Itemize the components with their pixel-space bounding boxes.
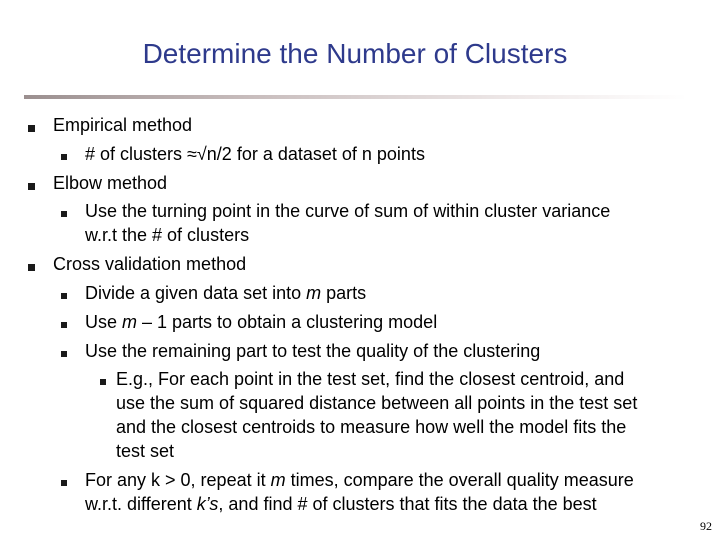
- item-cv-test: Use the remaining part to test the quality of the clustering: [85, 341, 541, 361]
- title-divider: [24, 95, 687, 99]
- text-italic: m: [306, 283, 322, 303]
- bullet-icon: [100, 379, 106, 385]
- item-cv-train: [85, 310, 437, 334]
- bullet-icon: [61, 211, 67, 217]
- item-elbow-detail-line1: Use the turning point in the curve of sum of within cluster variance: [85, 201, 611, 221]
- item-cv-repeat-line1: [85, 468, 634, 492]
- text-italic: m: [122, 312, 138, 332]
- bullet-icon: [28, 264, 35, 271]
- bullet-icon: [28, 183, 35, 190]
- bullet-icon: [61, 293, 67, 299]
- bullet-icon: [61, 351, 67, 357]
- text: times, compare the overall quality measure: [285, 470, 634, 490]
- item-cv-repeat-line2: [85, 492, 597, 516]
- bullet-icon: [61, 154, 67, 160]
- text: , and find # of clusters that fits the data the best: [218, 494, 597, 514]
- item-elbow: Elbow method: [53, 173, 168, 193]
- text: Divide a given data set into: [85, 283, 307, 303]
- item-empirical: Empirical method: [53, 115, 193, 135]
- text: – 1 parts to obtain a clustering model: [137, 312, 438, 332]
- text: parts: [321, 283, 367, 303]
- text: w.r.t. different: [85, 494, 197, 514]
- item-cv-test-detail-line1: E.g., For each point in the test set, find the closest centroid, and: [116, 369, 625, 389]
- item-empirical-detail: # of clusters ≈√n/2 for a dataset of n points: [85, 144, 425, 164]
- item-cv-test-detail-line3: and the closest centroids to measure how well the model fits the: [116, 417, 627, 437]
- bullet-icon: [28, 125, 35, 132]
- item-cross-validation: Cross validation method: [53, 254, 247, 274]
- text: Use: [85, 312, 123, 332]
- item-cv-divide: [85, 281, 366, 305]
- item-cv-test-detail-line2: use the sum of squared distance between all points in the test set: [116, 393, 638, 413]
- item-elbow-detail-line2: w.r.t the # of clusters: [85, 225, 250, 245]
- bullet-icon: [61, 322, 67, 328]
- bullet-icon: [61, 480, 67, 486]
- slide-title: Determine the Number of Clusters: [142, 38, 568, 69]
- text-italic: m: [270, 470, 286, 490]
- page-number: 92: [700, 519, 712, 533]
- text: For any k > 0, repeat it: [85, 470, 271, 490]
- item-cv-test-detail-line4: test set: [116, 441, 175, 461]
- text-italic: k’s: [196, 494, 219, 514]
